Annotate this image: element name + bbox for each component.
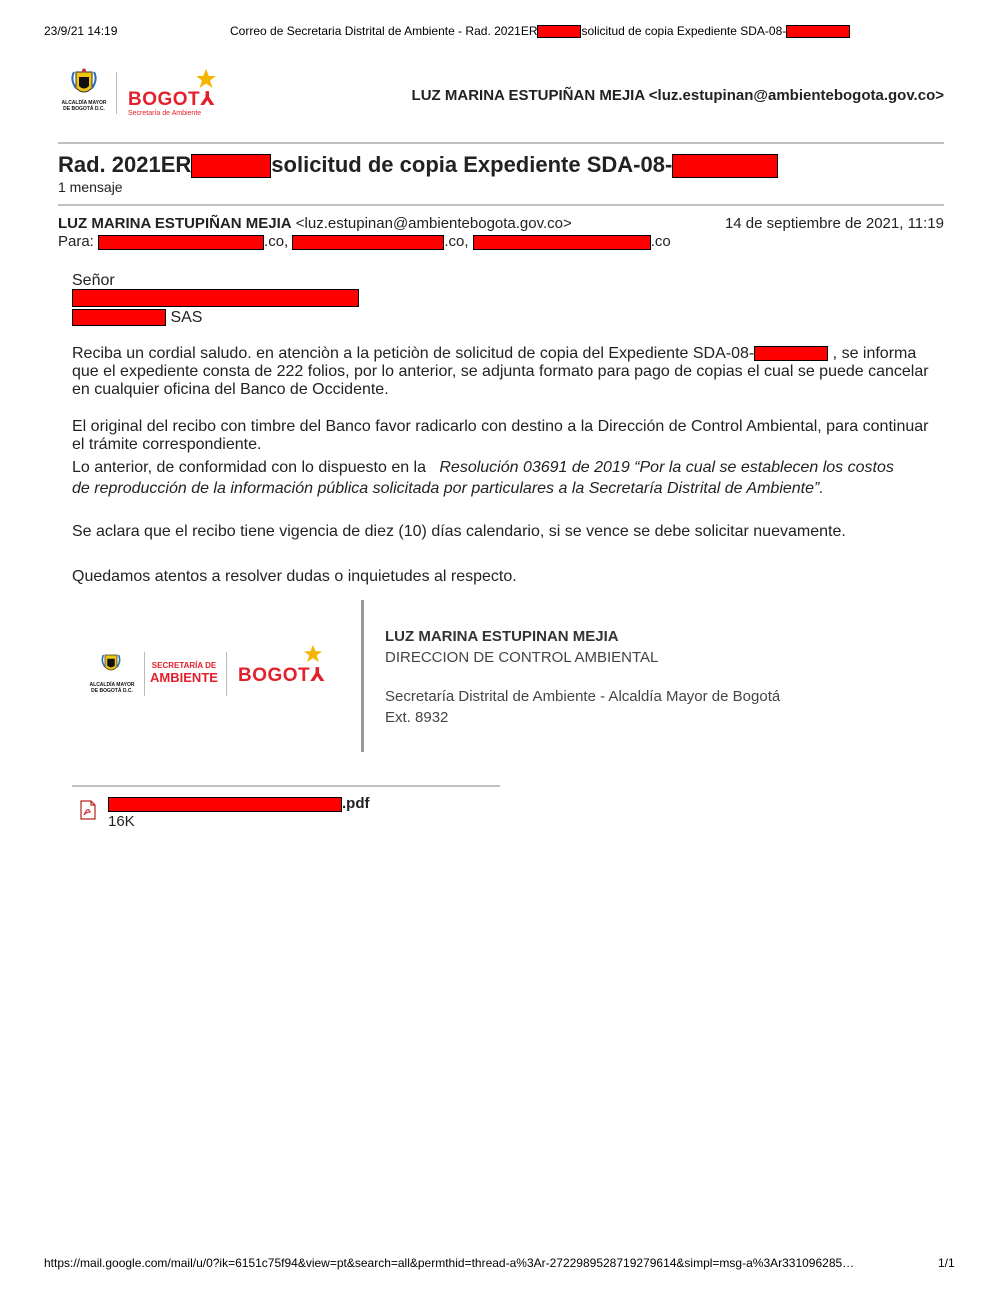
subject-part2: solicitud de copia Expediente SDA-08- [271,152,673,177]
salutation: Señor [72,272,115,289]
signature-name: LUZ MARINA ESTUPINAN MEJIA [385,628,619,645]
print-page-number: 1/1 [938,1256,955,1270]
print-datetime: 23/9/21 14:19 [44,24,118,38]
message-date: 14 de septiembre de 2021, 11:19 [724,215,944,232]
logo-divider [144,652,145,696]
brand-subtitle: Secretaría de Ambiente [128,110,202,117]
redaction-box [754,346,828,361]
p3-italic-1: Resolución 03691 de 2019 “Por la cual se establecen los costos [439,459,894,476]
star-icon [194,68,218,90]
company-line [72,309,202,327]
signature-logo [86,644,336,704]
redaction-box [292,235,444,250]
attachment-divider [72,785,500,787]
print-url: https://mail.google.com/mail/u/0?ik=6151c75f94&view=pt&search=all&permthid=thread-a%3Ar-2722989528719279614&simpl=msg-a%3Ar331096285… [44,1256,855,1270]
redaction-box [98,235,264,250]
recipients-line [58,233,671,250]
redaction-box [108,797,342,812]
recipient-suffix-last: .co [650,233,671,250]
attachment-size: 16K [108,813,135,830]
sig-crest-caption-2: DE BOGOTÁ D.C. [91,688,133,694]
gmail-org-logo [58,68,228,120]
p1-text-b: , se informa [832,345,917,362]
star-icon [302,644,324,664]
logo-divider [226,652,227,696]
bogota-crest-icon [96,650,126,678]
header-divider [58,142,944,144]
signature-divider [361,600,364,752]
recipient-suffix: .co, [264,233,289,250]
pdf-file-icon[interactable] [79,800,97,820]
to-label: Para: [58,233,94,250]
bogota-brand: BOGOT⅄ [128,89,216,110]
redaction-box [473,235,651,250]
p1-line-2: que el expediente consta de 222 folios, por lo anterior, se adjunta formato para pago de copias el cual se puede cancelar [72,363,929,380]
sender-email: <luz.estupinan@ambientebogota.gov.co> [295,215,572,232]
paragraph-5: Quedamos atentos a resolver dudas o inquietudes al respecto. [72,568,517,585]
subject-divider [58,204,944,206]
redaction-box [191,154,271,178]
signature-organization: Secretaría Distrital de Ambiente - Alcaldía Mayor de Bogotá [385,688,781,705]
subject-part1: Rad. 2021ER [58,152,192,177]
print-title-part2: solicitud de copia Expediente SDA-08- [581,24,787,38]
redaction-box [72,289,359,307]
thread-subject [58,152,778,178]
print-title-part1: Correo de Secretaria Distrital de Ambiente - Rad. 2021ER [230,24,538,38]
sig-sec-label-2: AMBIENTE [150,670,218,685]
signature-department: DIRECCION DE CONTROL AMBIENTAL [385,649,659,666]
bogota-crest-icon [64,68,104,100]
redaction-box [672,154,778,178]
crest-caption-1: ALCALDÍA MAYOR [61,100,107,106]
p1-text-a: Reciba un cordial saludo. en atenciòn a la peticiòn de solicitud de copia del Expediente SDA-08- [72,345,755,362]
paragraph-1 [72,345,942,399]
p3-italic-2: de reproducción de la información pública solicitada por particulares a la Secretaría Distrital de Ambiente”. [72,480,824,497]
sender-name: LUZ MARINA ESTUPIÑAN MEJIA [58,215,292,232]
paragraph-2 [72,418,942,454]
message-count: 1 mensaje [58,179,123,195]
sig-bogota-brand: BOGOT⅄ [238,665,326,686]
attachment-name[interactable] [108,795,370,812]
p2-line-1: El original del recibo con timbre del Banco favor radicarlo con destino a la Dirección de Control Ambiental, para continuar [72,418,929,435]
p1-line-3: en cualquier oficina del Banco de Occidente. [72,381,389,398]
recipient-suffix: .co, [444,233,469,250]
p2-line-2: el trámite correspondiente. [72,436,262,453]
sender-line [58,215,572,232]
signature-text [385,626,780,728]
account-line: LUZ MARINA ESTUPIÑAN MEJIA <luz.estupinan@ambientebogota.gov.co> [411,87,944,104]
recipient-name-redacted [72,289,359,307]
paragraph-4: Se aclara que el recibo tiene vigencia de diez (10) días calendario, si se vence se debe solicitar nuevamente. [72,523,846,540]
sig-sec-label-1: SECRETARÍA DE [151,661,217,670]
company-suffix: SAS [170,309,203,326]
sig-crest-caption-1: ALCALDÍA MAYOR [89,682,135,688]
redaction-box [786,25,850,38]
print-title [230,24,850,38]
attachment-extension: .pdf [342,795,370,812]
p3-plain: Lo anterior, de conformidad con lo dispuesto en la [72,459,427,476]
paragraph-3 [72,457,942,499]
signature-ext: Ext. 8932 [385,709,449,726]
crest-caption-2: DE BOGOTÁ D.C. [63,106,105,112]
redaction-box [72,309,166,326]
logo-divider [116,72,117,114]
redaction-box [537,25,581,38]
